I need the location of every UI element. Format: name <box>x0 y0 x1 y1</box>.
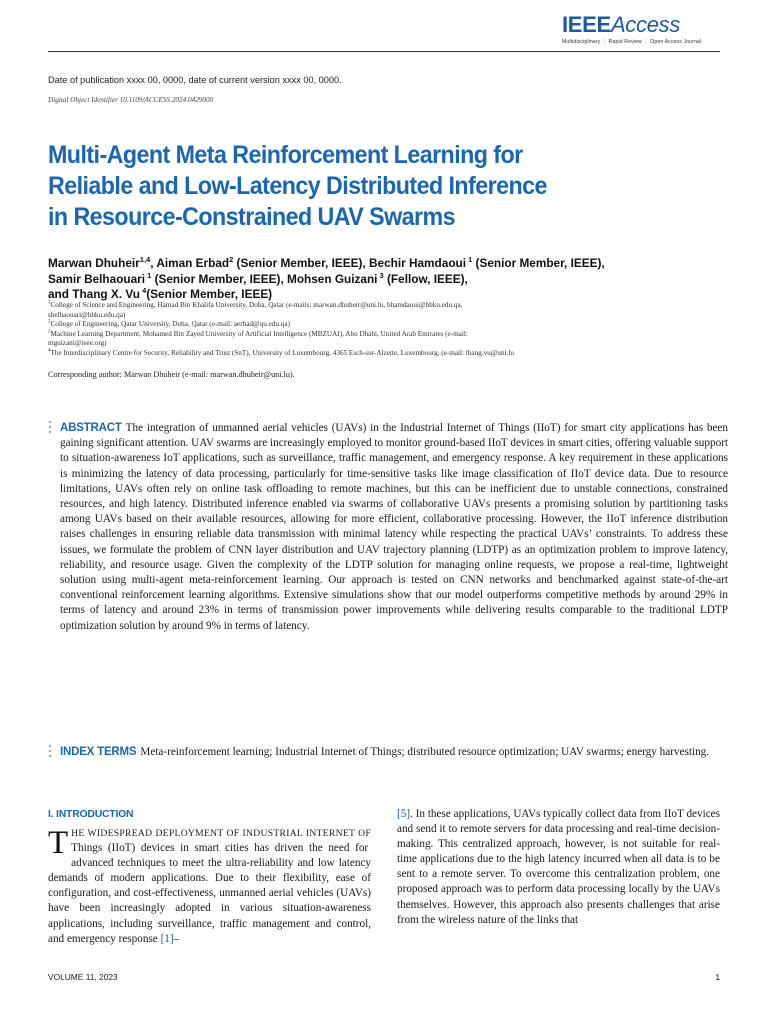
affiliation-text: The Interdisciplinary Centre for Security, Reliability and Trust (SnT), University of Luxembourg, 4365 Esch-sur-Alzette, Luxembourg, (e-mail: thang.vu@uni.lu <box>50 348 514 357</box>
drop-cap: T <box>48 825 69 861</box>
author-name: Samir Belhaouari <box>48 271 146 286</box>
logo-tagline: Multidisciplinary ⋮ Rapid Review ⋮ Open Access Journal <box>562 39 702 45</box>
citation-link[interactable]: [1] <box>160 932 174 945</box>
affiliation-sup: 4 <box>48 348 51 354</box>
author-name: Marwan Dhuheir <box>48 256 140 270</box>
intro-text: Things (IIoT) devices in smart cities has driven the need for advanced techniques to meet the ultra-reliability and low latency demands of modern applications. Due to their flexibility, ease of configuration, and cost-effectiveness, unmanned aerial vehicles (UAVs) have been increasingly adopted in various situation-awareness applications, including surveillance, traffic management and control, and emergency response <box>48 842 371 945</box>
index-terms <box>60 745 728 760</box>
abstract-text: The integration of unmanned aerial vehicles (UAVs) in the Industrial Internet of Things (IIoT) for smart city applications has been gaining significant attention. UAV swarms are increasingly employed to monitor ground-based IIoT devices in smart cities, offering valuable support to situation-awareness IoT applications, such as surveillance, traffic management, and emergency response. A key requirement in these applications is minimizing the latency of data processing, particularly for time-sensitive tasks like image classification of IIoT device data. Due to resource limitations, UAVs often rely on online task offloading to remote machines, but this can be inefficient due to unstable connections, constrained resources, and high latency. Distributed inference enabled via swarms of collaborative UAVs presents a promising solution by partitioning tasks among UAVs based on their available resources, allowing for more efficient, collaborative processing. However, the IIoT inference distribution raises challenges in ensuring reliable data transmission with minimal latency while respecting the practical UAVs’ constraints. To address these issues, we formulate the problem of CNN layer distribution and UAV trajectory planning (LDTP) as an optimization problem to improve latency, reliability, and resource usage. Given the complexity of the LDTP solution for managing online requests, we propose a real-time, lightweight solution using multi-agent meta-reinforcement learning. Our approach is tested on CNN networks and benchmarked against state-of-the-art conventional reinforcement learning algorithms. Extensive simulations show that our model outperforms competitive methods by around 29% in terms of latency and around 23% in terms of transmission power improvements while delivering results comparable to the traditional LDTP optimization solution by around 9% in terms of latency. <box>60 422 728 632</box>
section-heading: I. INTRODUCTION <box>48 809 134 820</box>
author-role: (Senior Member, IEEE), <box>472 256 605 270</box>
logo-ieee: IEEE <box>562 12 611 37</box>
author-sup: 3 <box>377 270 384 280</box>
abstract-marker-dots <box>49 421 53 435</box>
author-sup: 1,4 <box>139 255 151 265</box>
paper-title <box>48 140 606 233</box>
affiliation-line <box>48 311 688 321</box>
affiliation-text: College of Engineering, Qatar University, Doha, Qatar (e-mail: aerbad@qu.edu.qa) <box>50 320 290 329</box>
citation-link[interactable]: [5] <box>397 808 411 820</box>
affiliations <box>48 301 688 359</box>
intro-column-right <box>397 807 720 928</box>
affiliation-text: Machine Learning Department, Mohamed Bin Zayed University of Artificial Intelligence (MBZUAI), Abu Dhabi, United Arab Emirates (e-mail: <box>50 329 468 338</box>
affiliation-line <box>48 339 688 349</box>
title-line: in Resource-Constrained UAV Swarms <box>48 203 455 231</box>
intro-smallcaps: HE WIDESPREAD DEPLOYMENT OF INDUSTRIAL INTERNET OF <box>71 828 371 839</box>
intro-column-left <box>48 826 371 947</box>
affiliation-sup: 2 <box>48 319 51 325</box>
intro-text: . In these applications, UAVs typically collect data from IIoT devices and send it to remote servers for data processing and real-time decision-making. This centralized approach, however, is not suitable for real-time applications due to the high latency incurred when all data is to be sent to a remote server. To overcome this centralization problem, one proposed approach was to perform data processing locally by the UAVs themselves. However, this approach also presents challenges that arise from the wireless nature of the links that <box>397 808 720 926</box>
affiliation-line <box>48 349 688 359</box>
author-name: , Aiman Erbad <box>150 256 230 270</box>
affiliation-text: mguizani@ieee.org) <box>48 339 107 348</box>
author-role: (Senior Member, IEEE), <box>151 271 287 286</box>
author-name: Mohsen Guizani <box>287 271 378 286</box>
author-role: (Senior Member, IEEE) <box>146 287 273 301</box>
title-line: Multi-Agent Meta Reinforcement Learning for <box>48 141 523 169</box>
intro-text-end: – <box>173 932 180 945</box>
affiliation-line <box>48 330 688 340</box>
author-sup: 4 <box>139 286 147 296</box>
page-number: 1 <box>715 972 720 982</box>
index-terms-label: INDEX TERMS <box>60 746 137 758</box>
author-role: (Fellow, IEEE), <box>383 271 468 286</box>
header-rule <box>48 51 720 52</box>
index-terms-text: Meta-reinforcement learning; Industrial Internet of Things; distributed resource optimization; UAV swarms; energy harvesting. <box>140 746 710 758</box>
author-sup: 1 <box>145 270 152 280</box>
index-marker-dots <box>49 745 53 759</box>
title-line: Reliable and Low-Latency Distributed Inference <box>48 172 547 200</box>
logo-access: Access <box>610 12 681 37</box>
author-name: Bechir Hamdaoui <box>368 256 467 270</box>
affiliation-text: College of Science and Engineering, Hamad Bin Khalifa University, Doha, Qatar (e-mails: marwan.dhuheir@uni.lu, bhamdaoui@hbku.edu.qa, <box>50 301 463 309</box>
abstract <box>60 421 728 634</box>
ieee-access-logo <box>562 14 712 45</box>
affiliation-sup: 1 <box>48 300 51 306</box>
author-name: and Thang X. Vu <box>48 287 140 301</box>
author-role: (Senior Member, IEEE), <box>233 256 369 270</box>
author-sup: 1 <box>466 255 473 265</box>
author-sup: 2 <box>229 255 234 265</box>
affiliation-text: sbelhaouari@hbku.edu.qa) <box>48 310 126 319</box>
publication-date: Date of publication xxxx 00, 0000, date of current version xxxx 00, 0000. <box>48 75 342 85</box>
corresponding-author: Corresponding author: Marwan Dhuheir (e-mail: marwan.dhuheir@uni.lu). <box>48 370 295 379</box>
affiliation-line <box>48 301 688 311</box>
affiliation-line <box>48 320 688 330</box>
abstract-label: ABSTRACT <box>60 422 122 434</box>
affiliation-sup: 3 <box>48 329 51 335</box>
doi: Digital Object Identifier 10.1109/ACCESS.2024.0429000 <box>48 96 214 104</box>
volume-footer: VOLUME 11, 2023 <box>48 972 118 982</box>
author-list <box>48 256 638 303</box>
